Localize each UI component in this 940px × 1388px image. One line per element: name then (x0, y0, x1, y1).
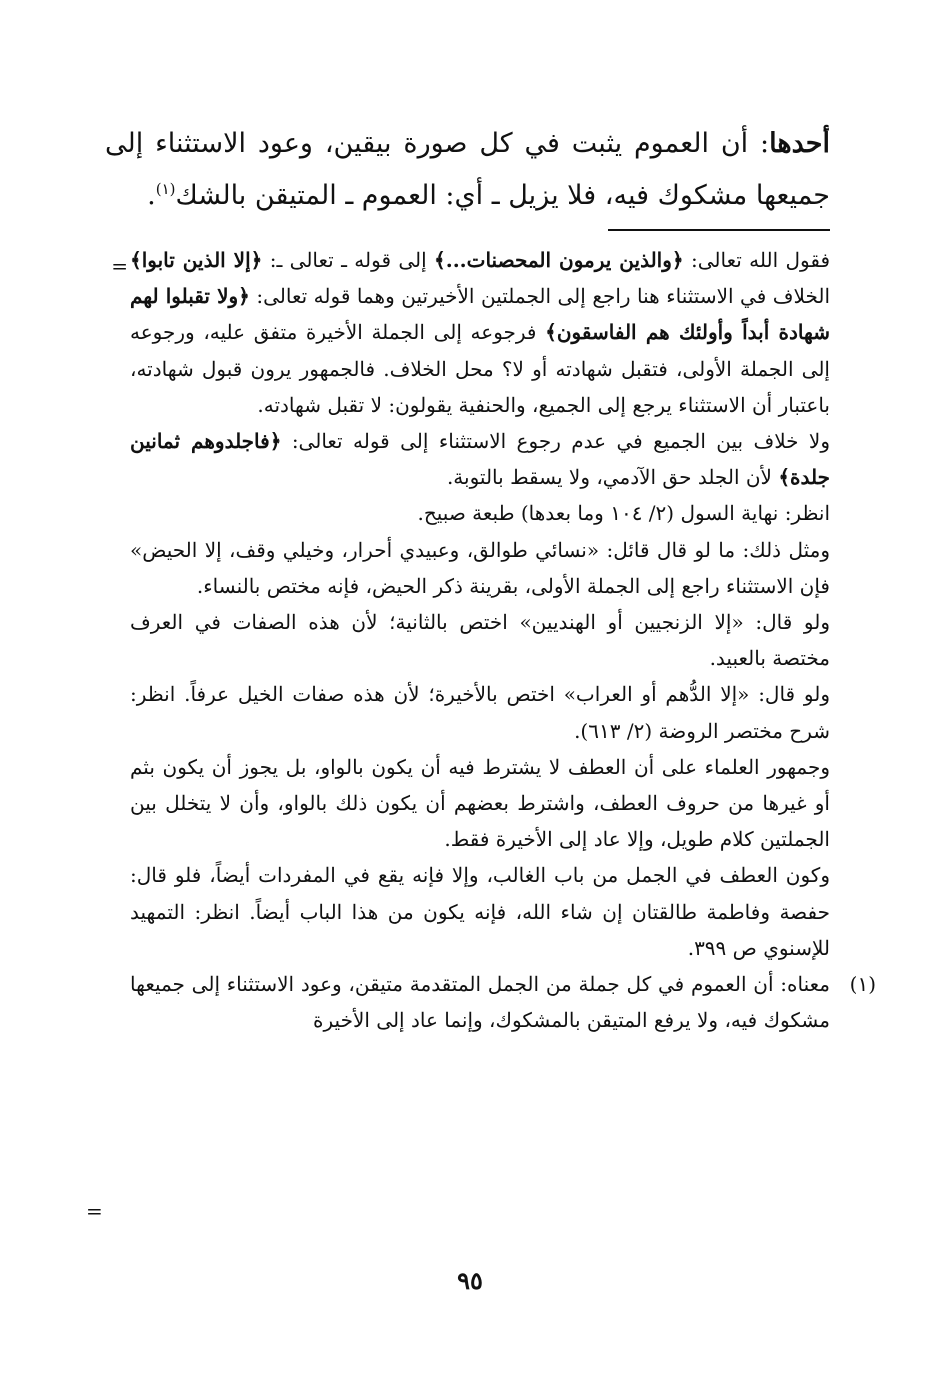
main-paragraph (105, 118, 830, 222)
footnote-paragraph: ولو قال: «إلا الدُّهم أو العراب» اختص بالأخيرة؛ لأن هذه صفات الخيل عرفاً. انظر: شرح مختصر الروضة (٢/ ٦١٣). (130, 682, 830, 743)
footnote-paragraph: ولو قال: «إلا الزنجيين أو الهنديين» اختص بالثانية؛ لأن هذه الصفات في العرف مختصة بالعبيد. (130, 610, 830, 671)
footnote-text: فرجوعه إلى الجملة الأخيرة متفق عليه، ورجوعه إلى الجملة الأولى، فتقبل شهادته أو لا؟ محل الخلاف. فالجمهور يرون قبول شهادته، باعتبار أن الاستثناء يرجع إلى الجميع، والحنفية يقولون: لا تقبل شهادته. (130, 320, 830, 417)
continuation-mark-bottom: = (86, 1199, 103, 1223)
main-lead-word: أحدها (769, 128, 830, 159)
footnote-text: ولا خلاف بين الجميع في عدم رجوع الاستثناء إلى قوله تعالى: (281, 429, 830, 454)
footnote-text: معناه: أن العموم في كل جملة من الجمل المتقدمة متيقن، وعود الاستثناء إلى جميعها مشكوك فيه، ولا يرفع المتيقن بالمشكوك، وإنما عاد إلى الأخيرة (130, 972, 830, 1033)
main-end-punct: . (147, 180, 156, 211)
main-body-text: : أن العموم يثبت في كل صورة بيقين، وعود الاستثناء إلى جميعها مشكوك فيه، فلا يزيل ـ أي: العموم ـ المتيقن بالشك (105, 128, 830, 211)
quran-quote: ﴿إلا الذين تابوا﴾ (130, 248, 263, 272)
footnote-1 (130, 966, 876, 1038)
continuation-mark-top: = (111, 254, 128, 278)
footnote-paragraph: ومثل ذلك: ما لو قال قائل: «نسائي طوالق، وعبيدي أحرار، وخيلي وقف، إلا الحيض» فإن الاستثناء راجع إلى الجملة الأولى، بقرينة ذكر الحيض، فإنه مختص بالنساء. (130, 537, 830, 598)
footnote-number: (١) (849, 972, 876, 997)
footnote-text: إلى قوله ـ تعالى ـ: (262, 248, 435, 272)
footnote-text: لأن الجلد حق الآدمي، ولا يسقط بالتوبة. (446, 465, 779, 490)
footnote-paragraph: وكون العطف في الجمل من باب الغالب، وإلا فإنه يقع في المفردات أيضاً، فلو قال: حفصة وفاطمة طالقتان إن شاء الله، فإنه يكون من هذا الباب أيضاً. انظر: التمهيد للإسنوي ص ٣٩٩. (130, 863, 830, 960)
footnote-separator (608, 229, 830, 231)
footnotes-section (130, 242, 876, 1038)
quran-quote: ﴿ولا تقبلوا لهم شهادة أبداً وأولئك هم الفاسقون﴾ (130, 284, 830, 345)
footnote-paragraph: انظر: نهاية السول (٢/ ١٠٤ وما بعدها) طبعة صبيح. (417, 501, 830, 526)
footnote-paragraph: وجمهور العلماء على أن العطف لا يشترط فيه أن يكون بالواو، بل يجوز أن يكون بثم أو غيرها من حروف العطف، واشترط بعضهم أن يكون ذلك بالواو، وأن لا يتخلل بين الجملتين كلام طويل، وإلا عاد إلى الأخيرة فقط. (130, 754, 830, 852)
footnote-text: الخلاف في الاستثناء هنا راجع إلى الجملتين الأخيرتين وهما قوله تعالى: (249, 284, 831, 309)
quran-quote: ﴿والذين يرمون المحصنات...﴾ (434, 248, 684, 272)
page-number: ٩٥ (457, 1266, 483, 1295)
footnote-reference[interactable]: (١) (155, 180, 176, 198)
quran-quote: ﴿فاجلدوهم ثمانين جلدة﴾ (130, 429, 830, 490)
footnote-paragraph (130, 423, 830, 495)
footnote-paragraph (130, 242, 830, 423)
footnote-text: فقول الله تعالى: (683, 248, 831, 272)
